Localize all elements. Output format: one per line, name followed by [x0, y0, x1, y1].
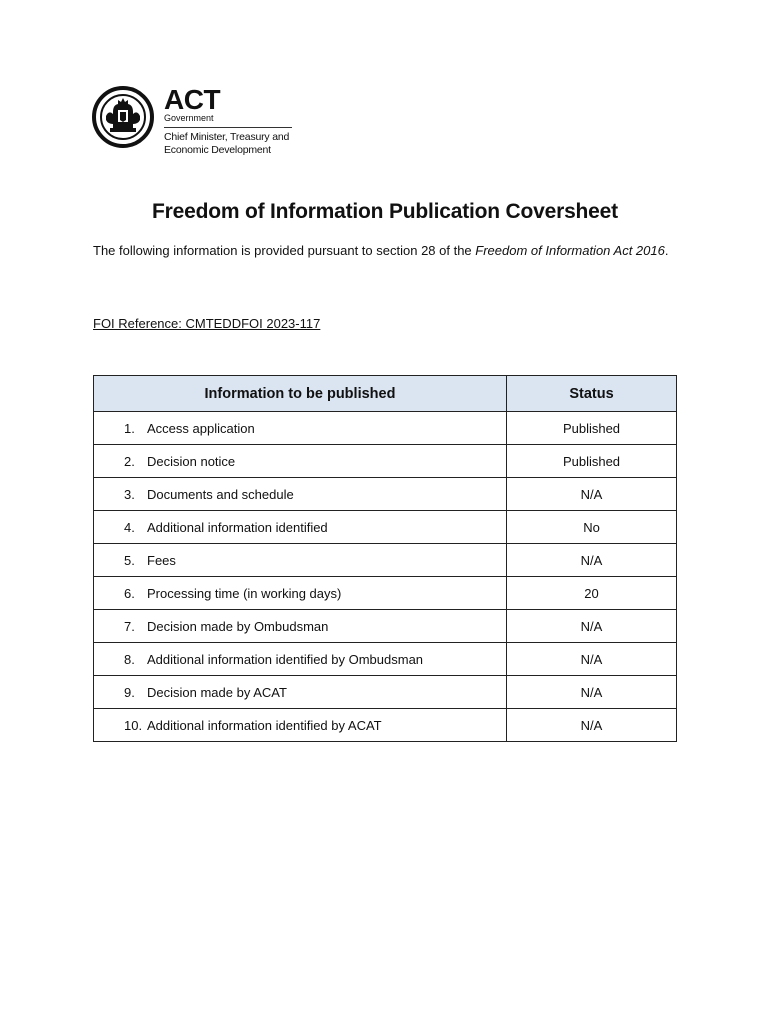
document-title: Freedom of Information Publication Coversheet — [152, 200, 618, 223]
row-label: Fees — [147, 552, 176, 568]
row-number: 7. — [124, 618, 135, 634]
column-header-item: Information to be published — [94, 376, 507, 412]
table-row — [94, 511, 677, 544]
row-label: Documents and schedule — [147, 486, 294, 502]
intro-suffix: . — [664, 243, 669, 258]
row-item-cell — [94, 610, 507, 643]
row-item-cell — [94, 676, 507, 709]
row-label: Decision made by ACAT — [147, 684, 287, 700]
table-row — [94, 544, 677, 577]
row-label: Additional information identified by ACAT — [147, 717, 382, 733]
table-row — [94, 445, 677, 478]
row-number: 10. — [124, 717, 143, 733]
table-header-row — [94, 376, 677, 412]
row-number: 1. — [124, 420, 135, 436]
row-number: 3. — [124, 486, 135, 502]
row-number: 9. — [124, 684, 135, 700]
row-status-cell: N/A — [507, 610, 677, 643]
row-status-cell: N/A — [507, 544, 677, 577]
row-item-cell — [94, 577, 507, 610]
row-status-cell: Published — [507, 412, 677, 445]
table-row — [94, 676, 677, 709]
table-row — [94, 610, 677, 643]
row-status-cell: 20 — [507, 577, 677, 610]
row-label: Additional information identified by Ombudsman — [147, 651, 424, 667]
row-item-cell — [94, 544, 507, 577]
row-label: Additional information identified — [147, 519, 328, 535]
column-header-status: Status — [507, 376, 677, 412]
publication-status-table — [93, 375, 677, 742]
table-row — [94, 412, 677, 445]
row-status-cell: N/A — [507, 643, 677, 676]
row-number: 5. — [124, 552, 135, 568]
foi-reference: FOI Reference: CMTEDDFOI 2023-117 — [93, 316, 321, 331]
row-item-cell — [94, 643, 507, 676]
row-status-cell: N/A — [507, 478, 677, 511]
table-row — [94, 643, 677, 676]
logo-divider — [164, 127, 292, 128]
row-label: Processing time (in working days) — [147, 585, 342, 601]
row-item-cell — [94, 709, 507, 742]
department-line-2: Economic Development — [164, 143, 271, 156]
intro-prefix: The following information is provided pursuant to section 28 of the — [93, 243, 476, 258]
row-item-cell — [94, 478, 507, 511]
row-status-cell: N/A — [507, 676, 677, 709]
row-status-cell: No — [507, 511, 677, 544]
row-number: 4. — [124, 519, 135, 535]
row-item-cell — [94, 511, 507, 544]
logo-acronym: ACT — [164, 84, 221, 115]
act-government-logo — [92, 86, 302, 166]
row-item-cell — [94, 412, 507, 445]
row-number: 8. — [124, 651, 135, 667]
row-status-cell: Published — [507, 445, 677, 478]
row-label: Access application — [147, 420, 255, 436]
row-label: Decision notice — [147, 453, 236, 469]
table-row — [94, 709, 677, 742]
row-status-cell: N/A — [507, 709, 677, 742]
act-coat-of-arms-icon — [92, 86, 154, 148]
row-number: 6. — [124, 585, 135, 601]
row-item-cell — [94, 445, 507, 478]
table-row — [94, 478, 677, 511]
table-row — [94, 577, 677, 610]
intro-paragraph — [93, 240, 683, 261]
row-number: 2. — [124, 453, 135, 469]
intro-act-name: Freedom of Information Act 2016 — [475, 243, 665, 258]
row-label: Decision made by Ombudsman — [147, 618, 329, 634]
department-line-1: Chief Minister, Treasury and — [164, 131, 290, 143]
logo-subtitle: Government — [164, 113, 214, 123]
